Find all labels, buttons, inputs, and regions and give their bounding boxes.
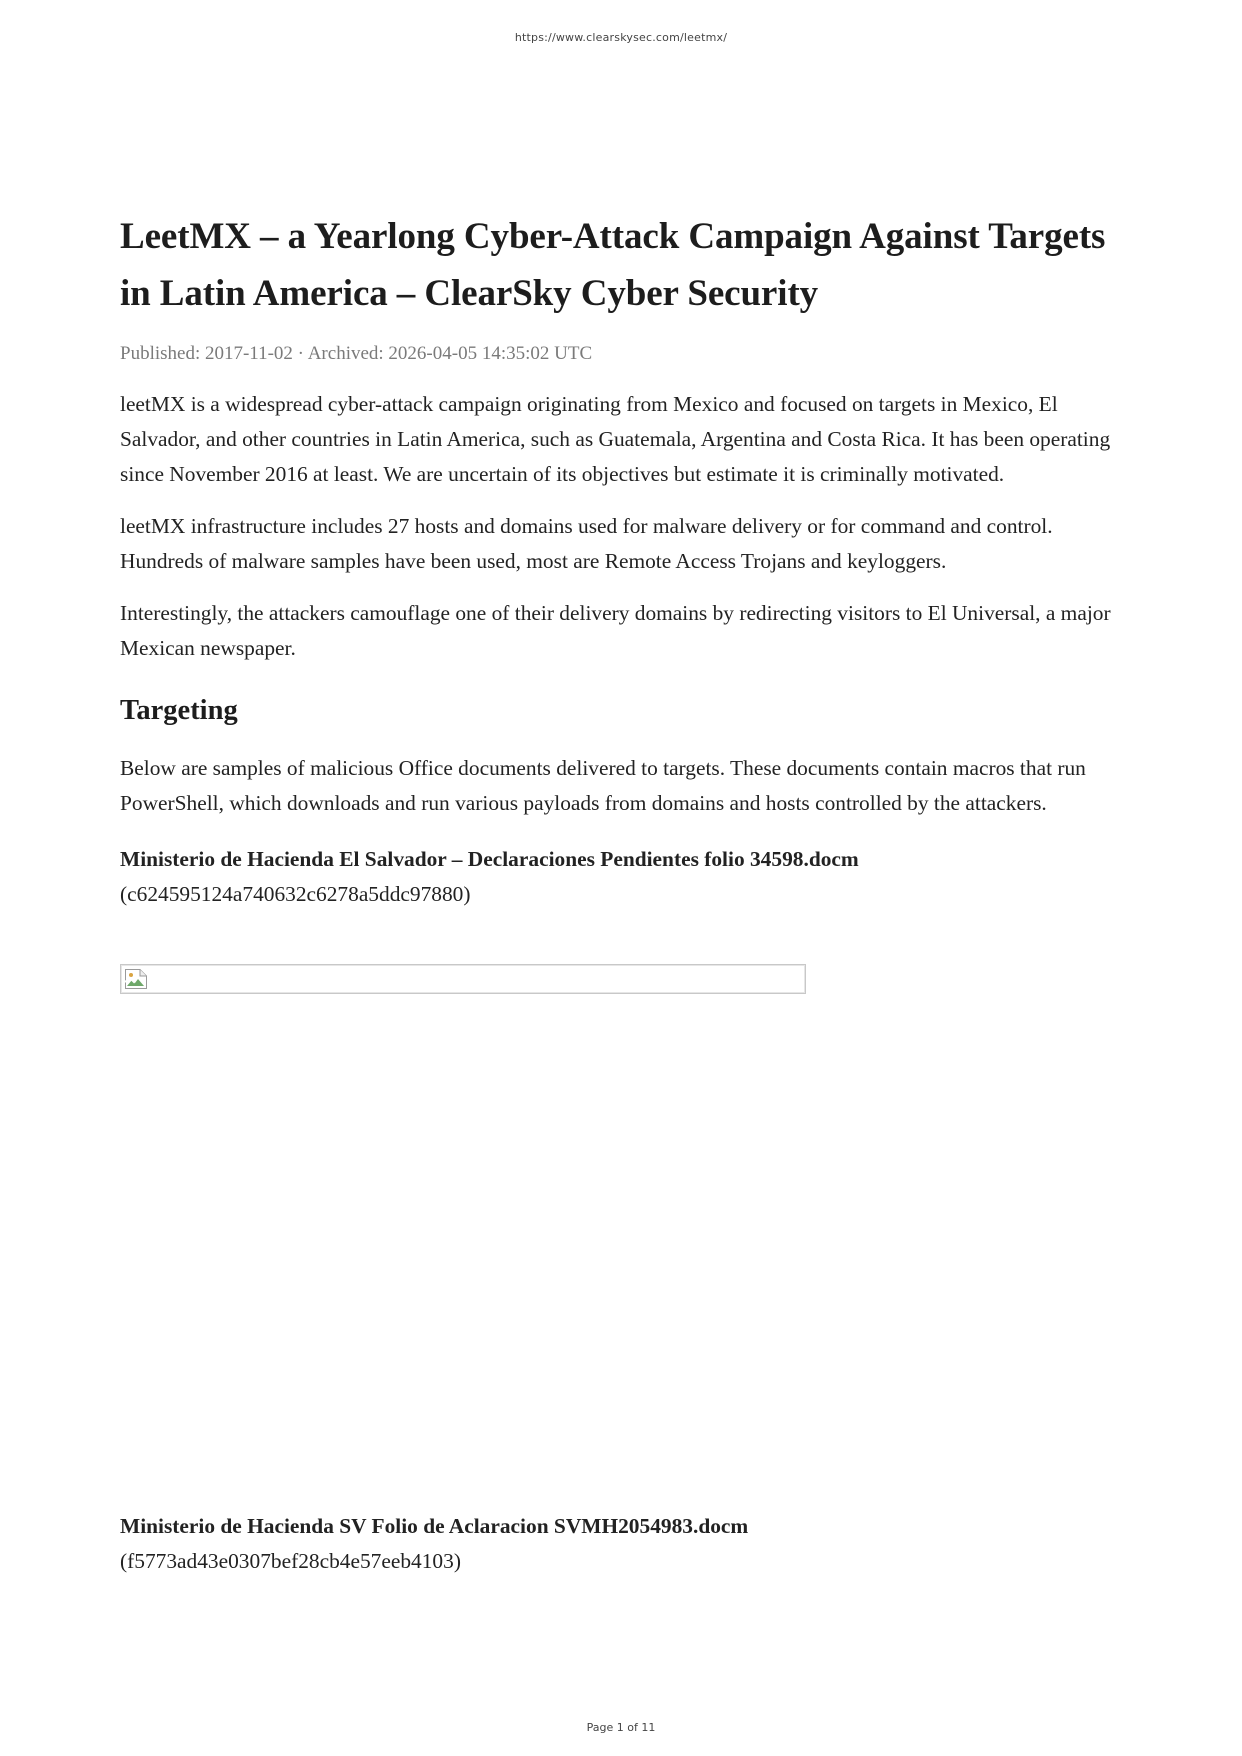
document-hash: (c624595124a740632c6278a5ddc97880) (120, 882, 471, 906)
document-entry (120, 1509, 1130, 1579)
document-entry (120, 842, 1130, 912)
page-url-header: https://www.clearskysec.com/leetmx/ (514, 31, 728, 44)
page-number: Page 1 of 11 (586, 1721, 656, 1734)
document-hash: (f5773ad43e0307bef28cb4e57eeb4103) (120, 1549, 461, 1573)
document-name: Ministerio de Hacienda SV Folio de Aclaracion SVMH2054983.docm (120, 1514, 749, 1538)
article-title: LeetMX – a Yearlong Cyber-Attack Campaign Against Targets in Latin America – ClearSky Cyber Security (120, 216, 1106, 314)
article (120, 208, 1130, 912)
article-meta: Published: 2017-11-02 · Archived: 2026-04-05 14:35:02 UTC (120, 343, 593, 364)
article-paragraph: Interestingly, the attackers camouflage one of their delivery domains by redirecting visitors to El Universal, a major Mexican newspaper. (120, 601, 1111, 660)
article-paragraph: leetMX infrastructure includes 27 hosts and domains used for malware delivery or for command and control. Hundreds of malware samples have been used, most are Remote Access Trojans and keyloggers. (120, 514, 1053, 573)
broken-image-placeholder (120, 964, 806, 994)
article-paragraph: leetMX is a widespread cyber-attack campaign originating from Mexico and focused on targets in Mexico, El Salvador, and other countries in Latin America, such as Guatemala, Argentina and Costa Rica. It has been operating since November 2016 at least. We are uncertain of its objectives but estimate it is criminally motivated. (120, 392, 1111, 486)
document-name: Ministerio de Hacienda El Salvador – Declaraciones Pendientes folio 34598.docm (120, 847, 859, 871)
section-paragraph: Below are samples of malicious Office documents delivered to targets. These documents contain macros that run PowerShell, which downloads and run various payloads from domains and hosts controlled by the attackers. (120, 756, 1086, 815)
section-heading-targeting: Targeting (120, 695, 238, 726)
broken-image-icon (124, 968, 148, 990)
